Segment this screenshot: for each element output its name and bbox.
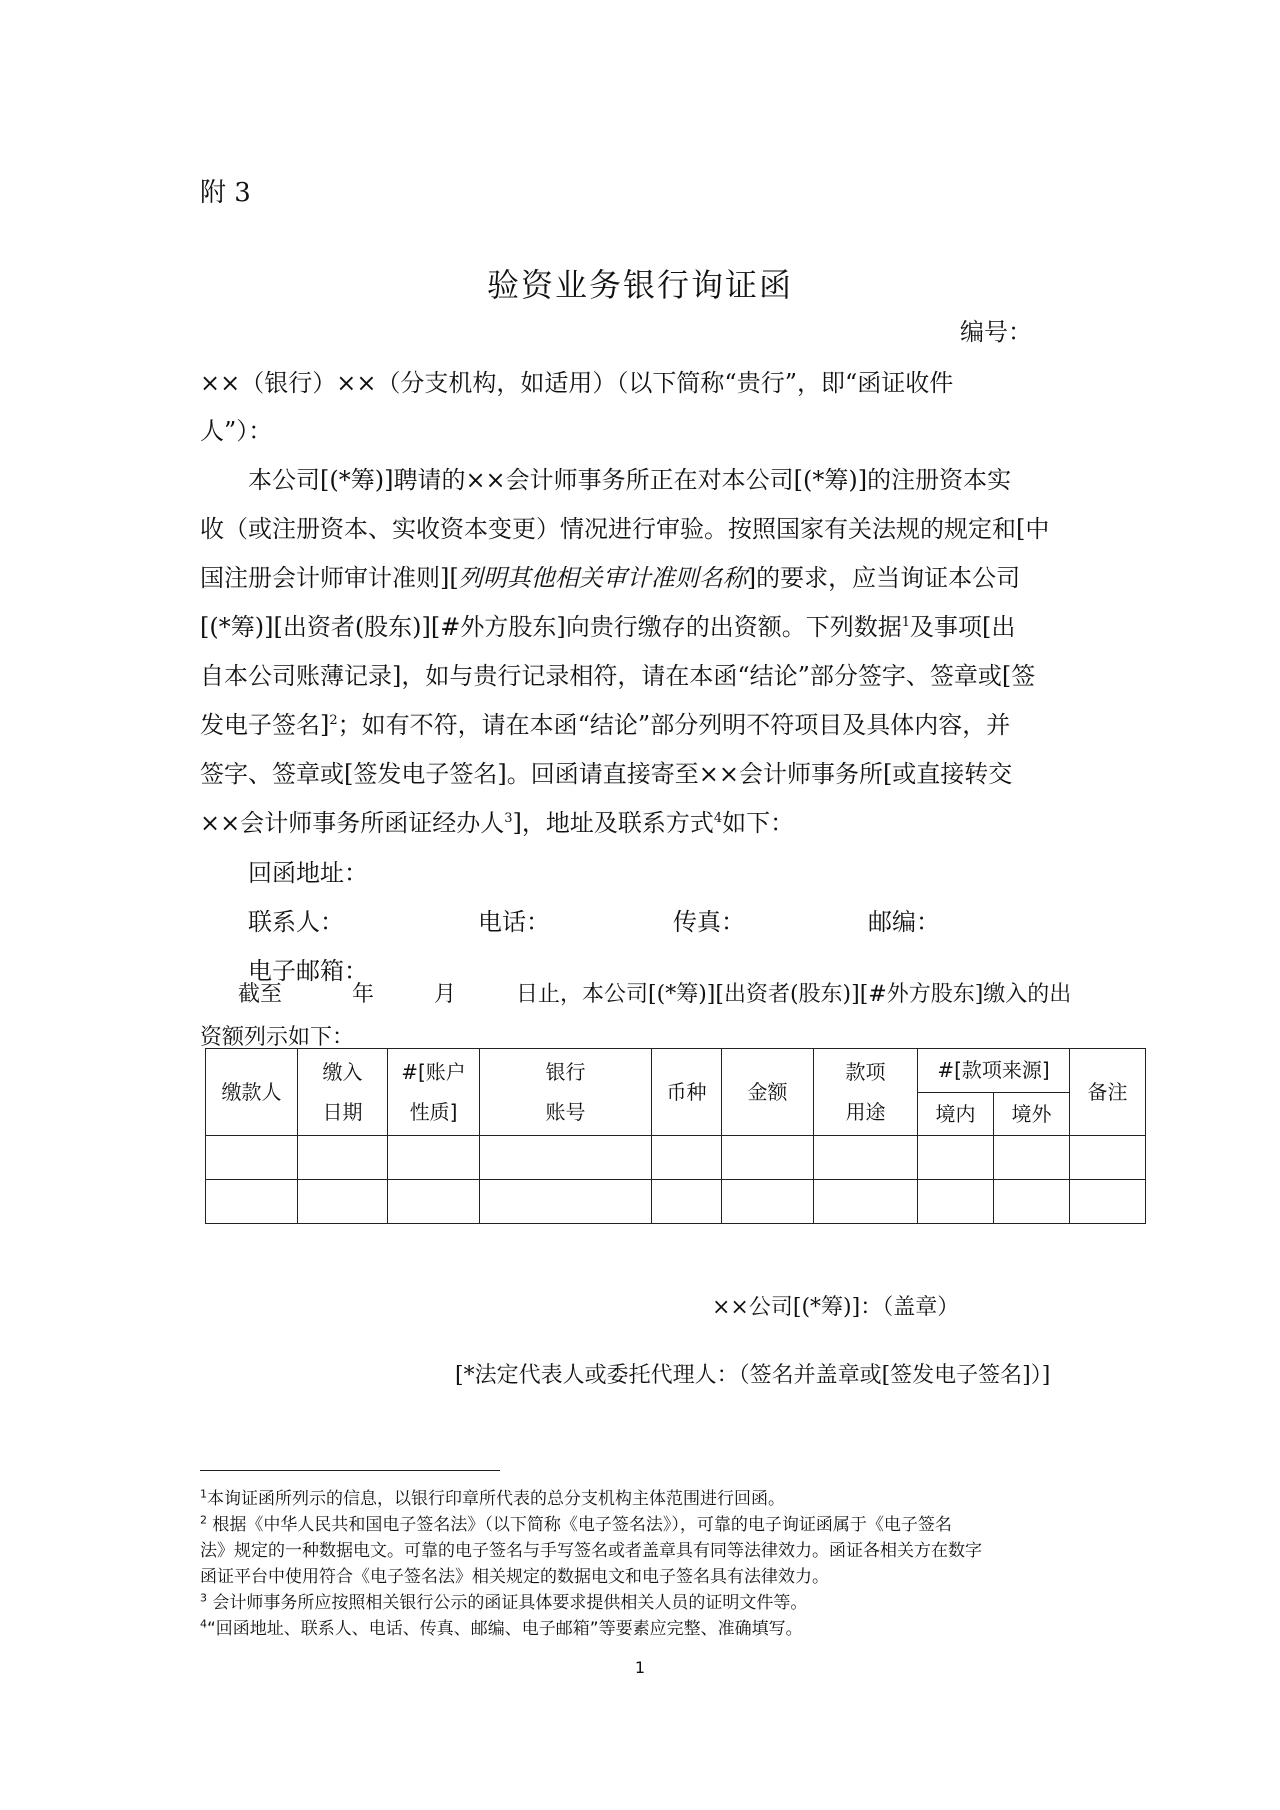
body-line-8 bbox=[200, 803, 794, 838]
footnote-3 bbox=[200, 1588, 807, 1613]
table-cell bbox=[388, 1180, 480, 1224]
body-line-6-start: 发电子签名] bbox=[200, 711, 330, 739]
footnote-4-text: “回函地址、联系人、电话、传真、邮编、电子邮箱”等要素应完整、准确填写。 bbox=[207, 1619, 803, 1639]
body-line-1: 本公司[(*筹)]聘请的××会计师事务所正在对本公司[(*筹)]的注册资本实 bbox=[248, 466, 1012, 494]
footnote-4-mark: 4 bbox=[200, 1617, 207, 1631]
table-cell bbox=[298, 1136, 388, 1180]
table-cell bbox=[722, 1180, 814, 1224]
body-line-4 bbox=[200, 607, 1015, 642]
table-cell bbox=[918, 1180, 994, 1224]
cutoff-prefix: 截至 bbox=[238, 982, 283, 1007]
table-cell bbox=[298, 1180, 388, 1224]
header-bank-account bbox=[480, 1049, 652, 1136]
email-label: 电子邮箱： bbox=[248, 957, 368, 985]
header-bank-account-1: 银行 bbox=[545, 1060, 586, 1084]
body-line-3-italic: 列明其他相关审计准则名称 bbox=[458, 564, 747, 592]
document-number-label: 编号： bbox=[960, 318, 1032, 346]
capital-contribution-table bbox=[205, 1048, 1146, 1224]
table-cell bbox=[652, 1180, 722, 1224]
body-line-3-end: ]的要求，应当询证本公司 bbox=[746, 564, 1021, 592]
body-line-8-mid: ]，地址及联系方式 bbox=[512, 809, 714, 837]
contact-person-label: 联系人： bbox=[248, 908, 344, 936]
footnote-1-text: 本询证函所列示的信息，以银行印章所代表的总分支机构主体范围进行回函。 bbox=[207, 1489, 785, 1509]
body-line-6-end: ；如有不符，请在本函“结论”部分列明不符项目及具体内容，并 bbox=[337, 711, 1011, 739]
table-cell bbox=[1070, 1180, 1146, 1224]
table-cell bbox=[1070, 1136, 1146, 1180]
body-line-2: 收（或注册资本、实收资本变更）情况进行审验。按照国家有关法规的规定和[中 bbox=[200, 515, 1050, 543]
header-account-type bbox=[388, 1049, 480, 1136]
header-amount: 金额 bbox=[722, 1049, 814, 1136]
contact-row bbox=[248, 902, 940, 937]
body-line-4-end: 及事项[出 bbox=[910, 613, 1016, 641]
table-cell bbox=[480, 1136, 652, 1180]
table-cell bbox=[994, 1136, 1070, 1180]
month-label: 月 bbox=[434, 982, 457, 1007]
header-payment-date-2: 日期 bbox=[322, 1100, 363, 1124]
footnote-ref-4: 4 bbox=[713, 811, 723, 826]
footnote-2-line-3: 函证平台中使用符合《电子签名法》相关规定的数据电文和电子签名具有法律效力。 bbox=[200, 1567, 829, 1587]
body-line-4-start: [(*筹)][出资者(股东)][#外方股东]向贵行缴存的出资额。下列数据 bbox=[200, 613, 902, 641]
phone-label: 电话： bbox=[478, 908, 550, 936]
header-purpose bbox=[814, 1049, 918, 1136]
cutoff-date-line-cont: 资额列示如下： bbox=[200, 1025, 355, 1050]
table-cell bbox=[206, 1136, 298, 1180]
body-line-7: 签字、签章或[签发电子签名]。回函请直接寄至××会计师事务所[或直接转交 bbox=[200, 760, 1013, 788]
cutoff-rest: 日止，本公司[(*筹)][出资者(股东)][#外方股东]缴入的出 bbox=[516, 982, 1072, 1007]
header-account-type-2: 性质] bbox=[409, 1100, 458, 1124]
body-line-8-end: 如下： bbox=[722, 809, 795, 837]
table-cell bbox=[388, 1136, 480, 1180]
body-line-5: 自本公司账薄记录]，如与贵行记录相符，请在本函“结论”部分签字、签章或[签 bbox=[200, 662, 1036, 690]
header-payment-date bbox=[298, 1049, 388, 1136]
table-cell bbox=[814, 1136, 918, 1180]
attachment-label: 附 3 bbox=[200, 178, 251, 208]
table-header-row-1 bbox=[206, 1049, 1146, 1093]
footnote-ref-3: 3 bbox=[504, 811, 513, 826]
legal-representative-line: [*法定代表人或委托代理人：（签名并盖章或[签发电子签名]）] bbox=[455, 1363, 1051, 1388]
footnote-1 bbox=[200, 1484, 785, 1509]
table-cell bbox=[652, 1136, 722, 1180]
footnote-3-mark: 3 bbox=[200, 1591, 207, 1605]
addressee-line-2: 人”）： bbox=[200, 417, 273, 445]
table-cell bbox=[206, 1180, 298, 1224]
footnote-3-text: 会计师事务所应按照相关银行公示的函证具体要求提供相关人员的证明文件等。 bbox=[207, 1593, 808, 1613]
footnote-2-line-2: 法》规定的一种数据电文。可靠的电子签名与手写签名或者盖章具有同等法律效力。函证各相关方在数字 bbox=[200, 1541, 982, 1561]
header-payment-date-1: 缴入 bbox=[322, 1060, 363, 1084]
header-fund-source: #[款项来源] bbox=[918, 1049, 1070, 1093]
header-account-type-1: #[账户 bbox=[401, 1060, 466, 1084]
body-line-3-start: 国注册会计师审计准则][ bbox=[200, 564, 459, 592]
footnote-1-mark: 1 bbox=[200, 1487, 207, 1501]
footnote-2-text-1: 根据《中华人民共和国电子签名法》（以下简称《电子签名法》），可靠的电子询证函属于《电子签名 bbox=[207, 1515, 952, 1535]
header-currency: 币种 bbox=[652, 1049, 722, 1136]
header-payer: 缴款人 bbox=[206, 1049, 298, 1136]
addressee-line-1: ××（银行）××（分支机构，如适用）（以下简称“贵行”，即“函证收件 bbox=[200, 369, 954, 397]
return-address-label: 回函地址： bbox=[248, 859, 368, 887]
table-row bbox=[206, 1136, 1146, 1180]
company-seal-line: ××公司[(*筹)]：（盖章） bbox=[712, 1295, 960, 1320]
document-title: 验资业务银行询证函 bbox=[486, 266, 793, 304]
header-purpose-1: 款项 bbox=[845, 1060, 886, 1084]
header-purpose-2: 用途 bbox=[845, 1100, 886, 1124]
table-cell bbox=[814, 1180, 918, 1224]
body-line-3 bbox=[200, 558, 1020, 593]
table-cell bbox=[722, 1136, 814, 1180]
body-line-8-start: ××会计师事务所函证经办人 bbox=[200, 809, 505, 837]
footnote-2-mark: 2 bbox=[200, 1513, 207, 1527]
footnote-ref-2: 2 bbox=[329, 713, 338, 728]
footnote-4 bbox=[200, 1614, 803, 1639]
fax-label: 传真： bbox=[673, 908, 745, 936]
body-line-6 bbox=[200, 705, 1010, 740]
table-cell bbox=[918, 1136, 994, 1180]
header-remarks: 备注 bbox=[1070, 1049, 1146, 1136]
cutoff-date-line bbox=[238, 977, 1071, 1008]
header-foreign: 境外 bbox=[994, 1092, 1070, 1136]
table-row bbox=[206, 1180, 1146, 1224]
table-cell bbox=[480, 1180, 652, 1224]
header-domestic: 境内 bbox=[918, 1092, 994, 1136]
header-bank-account-2: 账号 bbox=[545, 1100, 586, 1124]
postcode-label: 邮编： bbox=[868, 908, 940, 936]
year-label: 年 bbox=[352, 982, 375, 1007]
footnote-ref-1: 1 bbox=[901, 615, 911, 630]
page-number: 1 bbox=[634, 1658, 646, 1677]
footnote-2-line-1 bbox=[200, 1510, 952, 1535]
table-cell bbox=[994, 1180, 1070, 1224]
footnote-divider bbox=[200, 1470, 500, 1471]
